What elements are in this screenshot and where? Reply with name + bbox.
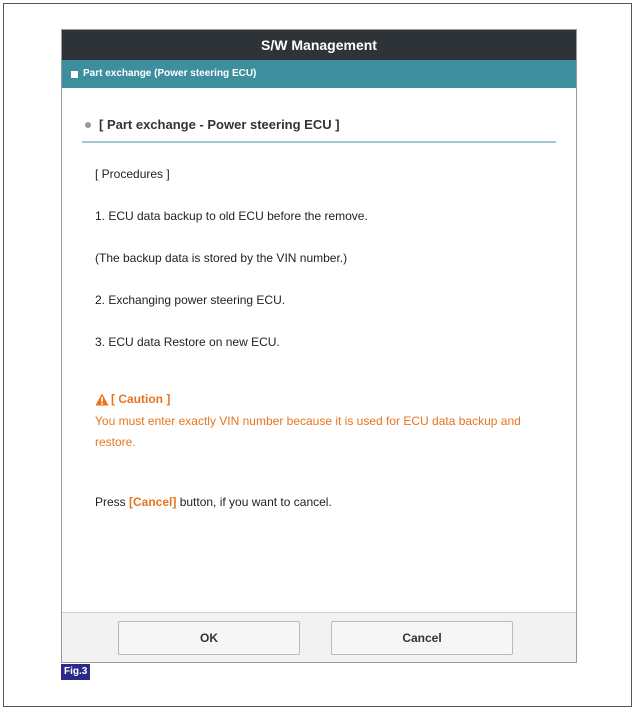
cancel-instruction-highlight: [Cancel] <box>129 495 177 509</box>
cancel-button[interactable]: Cancel <box>331 621 513 655</box>
section-title-text: [ Part exchange - Power steering ECU ] <box>99 117 340 132</box>
procedure-step-2: 2. Exchanging power steering ECU. <box>95 293 286 307</box>
cancel-instruction-suffix: button, if you want to cancel. <box>176 495 332 509</box>
dialog-subtitle-bar <box>62 60 576 88</box>
dialog-subtitle: Part exchange (Power steering ECU) <box>83 68 257 79</box>
warning-icon <box>95 393 109 406</box>
procedure-note: (The backup data is stored by the VIN number.) <box>95 251 348 265</box>
ok-button[interactable]: OK <box>118 621 300 655</box>
caution-text: You must enter exactly VIN number because it is used for ECU data backup and restore. <box>95 414 521 449</box>
procedure-step-3: 3. ECU data Restore on new ECU. <box>95 335 280 349</box>
dialog-title: S/W Management <box>62 30 576 60</box>
square-bullet-icon <box>71 71 78 78</box>
procedures-heading: [ Procedures ] <box>95 167 170 181</box>
section-title <box>82 117 556 143</box>
procedure-step-1: 1. ECU data backup to old ECU before the remove. <box>95 209 368 223</box>
caution-title: [ Caution ] <box>111 392 171 406</box>
sw-management-dialog <box>61 29 577 663</box>
figure-label: Fig.3 <box>61 664 90 680</box>
caution-heading <box>95 392 170 406</box>
cancel-instruction <box>95 495 332 509</box>
dialog-footer <box>62 612 576 662</box>
cancel-instruction-prefix: Press <box>95 495 130 509</box>
dialog-content <box>62 88 576 643</box>
circle-bullet-icon <box>85 122 91 128</box>
